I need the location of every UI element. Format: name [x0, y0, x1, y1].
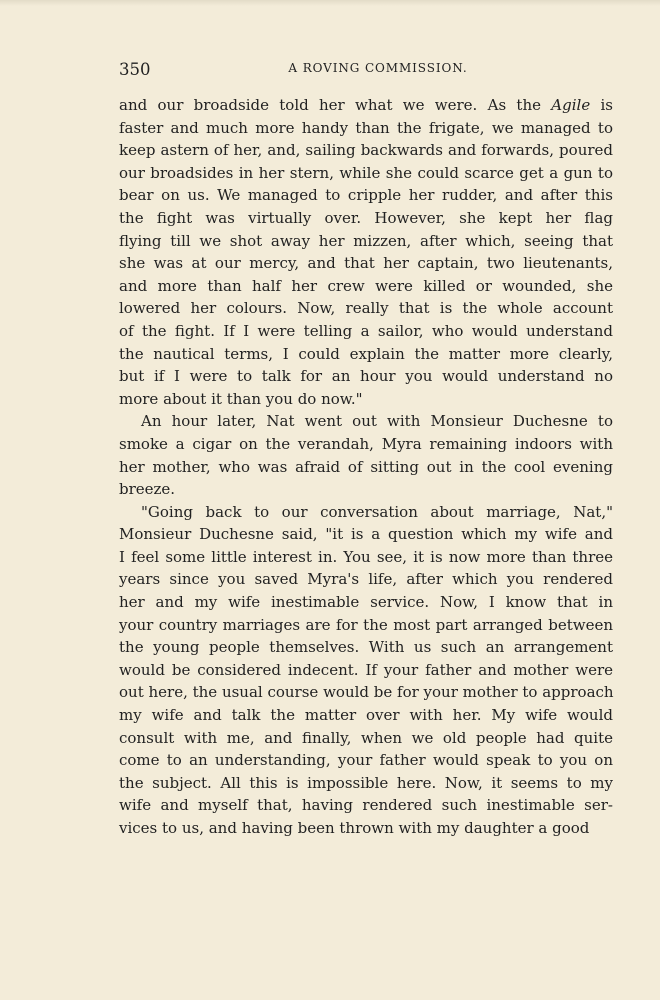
- text-line: wife and myself that, having rendered such inestimable ser-: [119, 796, 613, 815]
- text-line: smoke a cigar on the verandah, Myra remaining indoors with: [119, 434, 613, 453]
- text-line: her and my wife inestimable service. Now, I know that in: [119, 593, 613, 612]
- text-line: her mother, who was afraid of sitting out in the cool evening: [119, 457, 613, 476]
- text-line: flying till we shot away her mizzen, after which, seeing that: [119, 231, 613, 250]
- text-line: come to an understanding, your father would speak to you on: [119, 751, 613, 770]
- italic-text: Agile: [551, 96, 591, 114]
- text-line: years since you saved Myra's life, after which you rendered: [119, 570, 613, 589]
- text-line: breeze.: [119, 480, 176, 499]
- paragraph: [119, 94, 613, 410]
- page-number: 350: [119, 60, 151, 79]
- book-page: [119, 60, 613, 840]
- text-line: my wife and talk the matter over with her. My wife would: [119, 706, 613, 725]
- running-title: A ROVING COMMISSION.: [288, 61, 468, 75]
- text-line: more about it than you do now.": [119, 389, 363, 408]
- text-line: the nautical terms, I could explain the matter more clearly,: [119, 344, 613, 363]
- text-line: consult with me, and finally, when we old people had quite: [119, 728, 613, 747]
- text-line: out here, the usual course would be for your mother to approach: [119, 683, 614, 702]
- text-line: would be considered indecent. If your father and mother were: [119, 660, 613, 679]
- text-line: and more than half her crew were killed or wounded, she: [119, 276, 613, 295]
- text-line: "Going back to our conversation about marriage, Nat,": [141, 502, 613, 521]
- text-line: lowered her colours. Now, really that is the whole account: [119, 299, 613, 318]
- text-line: I feel some little interest in. You see, it is now more than three: [119, 547, 613, 566]
- running-head: [119, 60, 613, 84]
- text-line: she was at our mercy, and that her captain, two lieutenants,: [119, 254, 613, 273]
- text-line: the fight was virtually over. However, she kept her flag: [119, 208, 613, 227]
- text-line: your country marriages are for the most part arranged between: [119, 615, 613, 634]
- text-line: Monsieur Duchesne said, "it is a question which my wife and: [119, 525, 613, 544]
- page-top-edge: [0, 0, 660, 6]
- text-line: vices to us, and having been thrown with my daughter a good: [119, 819, 590, 837]
- text-line: the young people themselves. With us such an arrangement: [119, 638, 613, 657]
- text-line: faster and much more handy than the frigate, we managed to: [119, 118, 613, 137]
- text-line: but if I were to talk for an hour you would understand no: [119, 367, 613, 386]
- body-text: [119, 94, 613, 840]
- text-line: bear on us. We managed to cripple her rudder, and after this: [119, 186, 613, 205]
- text-line: our broadsides in her stern, while she could scarce get a gun to: [119, 163, 613, 182]
- text-line: the subject. All this is impossible here. Now, it seems to my: [119, 773, 613, 792]
- paragraph: [119, 410, 613, 500]
- text-line: of the fight. If I were telling a sailor, who would understand: [119, 321, 613, 340]
- text-line: keep astern of her, and, sailing backwards and forwards, poured: [119, 141, 613, 160]
- paragraph: [119, 501, 613, 840]
- text-line: An hour later, Nat went out with Monsieur Duchesne to: [141, 412, 613, 431]
- text-line: and our broadside told her what we were. As the Agile is: [119, 96, 613, 114]
